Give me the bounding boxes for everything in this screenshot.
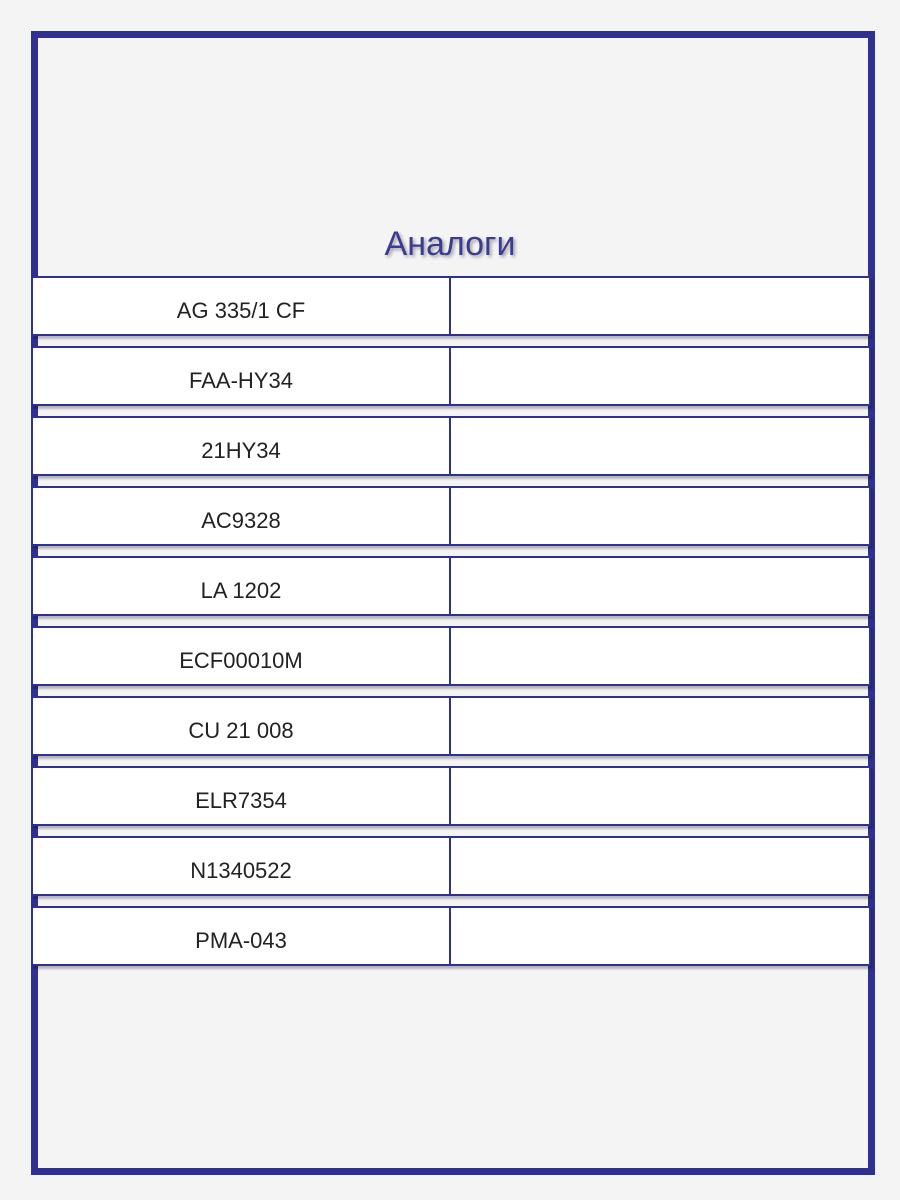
- table-row: [31, 906, 871, 966]
- analog-value: [451, 768, 869, 824]
- page-title: Аналоги: [384, 225, 516, 263]
- analog-value: [451, 908, 869, 964]
- analog-code: FAA-HY34: [33, 348, 451, 404]
- analog-value: [451, 348, 869, 404]
- analog-code: AG 335/1 CF: [33, 278, 451, 334]
- analog-code: N1340522: [33, 838, 451, 894]
- table-row: [31, 416, 871, 476]
- analog-code: ELR7354: [33, 768, 451, 824]
- analog-value: [451, 698, 869, 754]
- table-row: [31, 696, 871, 756]
- table-row: [31, 766, 871, 826]
- analog-value: [451, 838, 869, 894]
- analogs-table: [31, 276, 871, 976]
- analog-code: LA 1202: [33, 558, 451, 614]
- analog-value: [451, 278, 869, 334]
- analog-value: [451, 418, 869, 474]
- table-row: [31, 626, 871, 686]
- analog-code: CU 21 008: [33, 698, 451, 754]
- analog-code: 21HY34: [33, 418, 451, 474]
- table-row: [31, 346, 871, 406]
- table-row: [31, 486, 871, 546]
- analog-value: [451, 558, 869, 614]
- table-row: [31, 836, 871, 896]
- table-row: [31, 276, 871, 336]
- analog-code: ECF00010M: [33, 628, 451, 684]
- analog-value: [451, 628, 869, 684]
- analog-code: PMA-043: [33, 908, 451, 964]
- analog-code: AC9328: [33, 488, 451, 544]
- analog-value: [451, 488, 869, 544]
- table-row: [31, 556, 871, 616]
